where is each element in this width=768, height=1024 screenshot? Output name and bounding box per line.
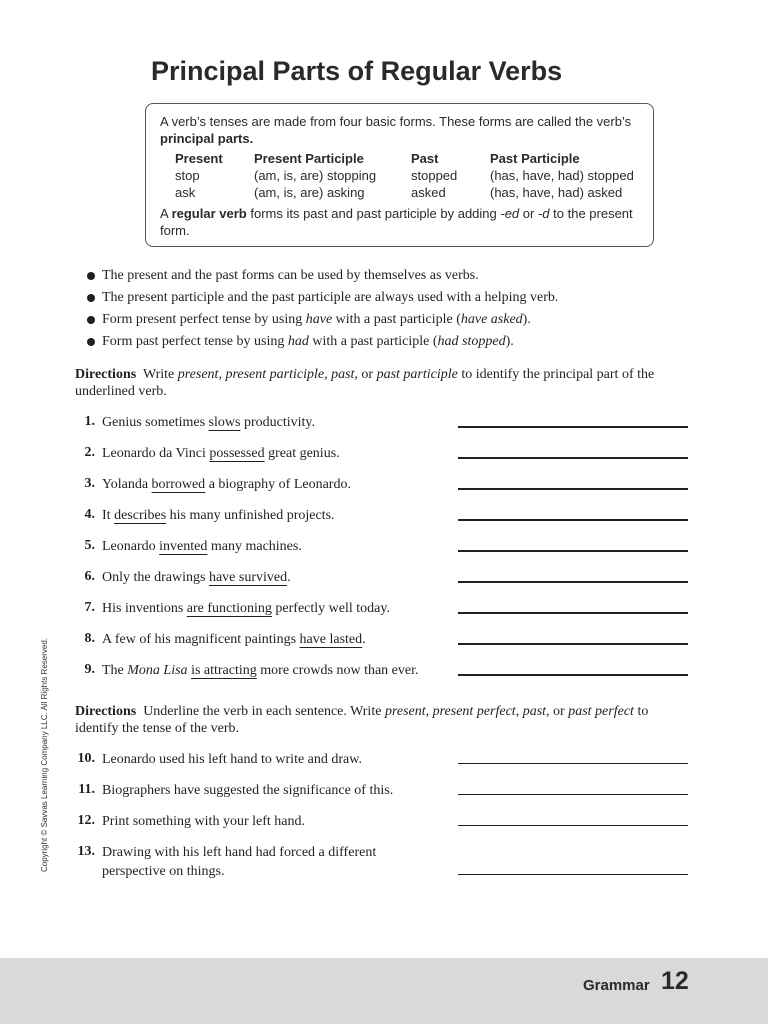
directions-italic: present, present perfect, past, bbox=[384, 704, 550, 719]
item-number: 11. bbox=[78, 782, 95, 797]
item-sentence-line-2: perspective on things. bbox=[102, 864, 225, 879]
table-cell: stop bbox=[175, 168, 200, 183]
exercise-item bbox=[75, 507, 695, 538]
underlined-verb: slows bbox=[208, 415, 241, 430]
item-number: 5. bbox=[84, 538, 95, 553]
footer-section-label: Grammar bbox=[583, 977, 650, 994]
sentence-text: . bbox=[287, 570, 291, 585]
exercise-item bbox=[75, 631, 695, 662]
list-item bbox=[86, 266, 706, 288]
exercise-item bbox=[75, 476, 695, 507]
sentence-text: perfectly well today. bbox=[271, 601, 390, 616]
bullet-list bbox=[86, 266, 706, 354]
exercise-item bbox=[75, 538, 695, 569]
item-sentence-line-1: Drawing with his left hand had forced a different bbox=[102, 845, 377, 860]
sentence-text: Genius sometimes bbox=[102, 415, 209, 430]
item-number: 7. bbox=[84, 600, 95, 615]
sentence-text: The bbox=[102, 663, 128, 678]
exercise-item bbox=[75, 569, 695, 600]
note-text: or bbox=[519, 206, 538, 221]
sentence-text: more crowds now than ever. bbox=[256, 663, 419, 678]
sentence-text: Yolanda bbox=[102, 477, 152, 492]
answer-line[interactable] bbox=[458, 457, 688, 459]
table-header-row bbox=[175, 150, 645, 167]
underlined-verb: have survived bbox=[208, 570, 288, 585]
item-number: 6. bbox=[84, 569, 95, 584]
item-sentence bbox=[102, 538, 302, 555]
bullet-italic: have bbox=[305, 312, 333, 327]
exercise-item bbox=[75, 414, 695, 445]
answer-line[interactable] bbox=[458, 794, 688, 795]
bullet-text: ). bbox=[505, 334, 514, 349]
underlined-verb: borrowed bbox=[151, 477, 206, 492]
bullet-icon bbox=[87, 272, 95, 280]
note-term: regular verb bbox=[171, 206, 247, 221]
answer-line[interactable] bbox=[458, 581, 688, 583]
note-suffix-d: -d bbox=[537, 206, 550, 221]
table-cell: asked bbox=[411, 185, 446, 200]
sentence-text: productivity. bbox=[240, 415, 315, 430]
table-cell: (has, have, had) stopped bbox=[490, 168, 634, 183]
item-sentence bbox=[102, 445, 340, 462]
note-suffix-ed: -ed bbox=[500, 206, 520, 221]
list-item bbox=[86, 288, 706, 310]
table-cell: ask bbox=[175, 185, 196, 200]
item-sentence bbox=[102, 507, 335, 524]
item-number: 4. bbox=[84, 507, 95, 522]
sentence-text: Leonardo bbox=[102, 539, 160, 554]
sentence-text: many machines. bbox=[207, 539, 302, 554]
bullet-text: The present participle and the past participle are always used with a helping verb. bbox=[102, 290, 559, 305]
underlined-verb: possessed bbox=[209, 446, 265, 461]
sentence-text: . bbox=[362, 632, 366, 647]
bullet-text: ). bbox=[522, 312, 531, 327]
answer-line[interactable] bbox=[458, 674, 688, 676]
table-cell: (am, is, are) asking bbox=[254, 185, 365, 200]
list-item bbox=[86, 310, 706, 332]
sentence-text: It bbox=[102, 508, 115, 523]
underlined-verb: are functioning bbox=[186, 601, 272, 616]
directions-text: Write bbox=[142, 367, 178, 382]
header-past-participle: Past Participle bbox=[490, 151, 580, 166]
answer-line[interactable] bbox=[458, 825, 688, 826]
bullet-text: with a past participle ( bbox=[332, 312, 461, 327]
sentence-text: Only the drawings bbox=[102, 570, 209, 585]
bullet-italic: have asked bbox=[460, 312, 523, 327]
exercise-item bbox=[75, 600, 695, 631]
table-cell: (am, is, are) stopping bbox=[254, 168, 377, 183]
item-number: 13. bbox=[77, 844, 95, 859]
answer-line[interactable] bbox=[458, 874, 688, 875]
sentence-text: a biography of Leonardo. bbox=[205, 477, 351, 492]
directions-text: or bbox=[357, 367, 377, 382]
answer-line[interactable] bbox=[458, 426, 688, 428]
exercise-item bbox=[75, 844, 695, 884]
directions-part-2 bbox=[75, 703, 690, 737]
bullet-italic: had bbox=[287, 334, 309, 349]
bullet-italic: had stopped bbox=[437, 334, 506, 349]
underlined-verb: describes bbox=[114, 508, 167, 523]
underlined-verb: invented bbox=[159, 539, 208, 554]
item-number: 9. bbox=[84, 662, 95, 677]
sentence-text: great genius. bbox=[264, 446, 340, 461]
directions-text: Underline the verb in each sentence. Write bbox=[143, 704, 385, 719]
directions-italic: past perfect bbox=[568, 704, 634, 719]
artwork-title: Mona Lisa bbox=[127, 663, 188, 678]
note-text: to the present form. bbox=[160, 206, 633, 238]
page-footer bbox=[0, 958, 768, 1024]
principal-parts-table bbox=[175, 150, 645, 201]
copyright-notice: Copyright © Savvas Learning Company LLC. All Rights Reserved. bbox=[40, 637, 49, 872]
header-present: Present bbox=[175, 151, 223, 166]
bullet-text: Form past perfect tense by using bbox=[102, 334, 288, 349]
item-sentence bbox=[102, 662, 419, 679]
sentence-text: Leonardo da Vinci bbox=[102, 446, 210, 461]
item-sentence: Biographers have suggested the significance of this. bbox=[102, 783, 394, 798]
bullet-icon bbox=[87, 338, 95, 346]
answer-line[interactable] bbox=[458, 488, 688, 490]
exercise-item bbox=[75, 813, 695, 844]
list-item bbox=[86, 332, 706, 354]
underlined-verb: is attracting bbox=[191, 663, 257, 678]
directions-text: or bbox=[549, 704, 569, 719]
rule-intro bbox=[160, 113, 644, 147]
sentence-text: A few of his magnificent paintings bbox=[102, 632, 300, 647]
item-sentence bbox=[102, 569, 291, 586]
bullet-text: The present and the past forms can be used by themselves as verbs. bbox=[102, 268, 479, 283]
answer-line[interactable] bbox=[458, 519, 688, 521]
sentence-text: his many unfinished projects. bbox=[166, 508, 335, 523]
directions-text: to identify the principal part of the underlined verb. bbox=[75, 367, 655, 399]
directions-italic: past participle bbox=[376, 367, 458, 382]
answer-line[interactable] bbox=[458, 550, 688, 552]
table-cell: stopped bbox=[411, 168, 458, 183]
item-number: 3. bbox=[84, 476, 95, 491]
directions-italic: present, present participle, past, bbox=[177, 367, 358, 382]
exercise-item bbox=[75, 662, 695, 693]
item-sentence: Leonardo used his left hand to write and draw. bbox=[102, 752, 362, 767]
table-row bbox=[175, 167, 645, 184]
item-number: 2. bbox=[84, 445, 95, 460]
regular-verb-note bbox=[160, 205, 644, 239]
directions-label: Directions bbox=[75, 704, 137, 719]
page-number: 12 bbox=[661, 967, 689, 995]
item-number: 10. bbox=[77, 751, 95, 766]
rule-box bbox=[145, 103, 654, 247]
exercise-item bbox=[75, 751, 695, 782]
bullet-text: with a past participle ( bbox=[308, 334, 438, 349]
header-past: Past bbox=[411, 151, 439, 166]
item-sentence bbox=[102, 631, 366, 648]
exercise-item bbox=[75, 782, 695, 813]
sentence-text: His inventions bbox=[102, 601, 187, 616]
underlined-verb: have lasted bbox=[299, 632, 363, 647]
item-number: 12. bbox=[77, 813, 95, 828]
header-present-participle: Present Participle bbox=[254, 151, 364, 166]
directions-part-1 bbox=[75, 366, 690, 400]
directions-label: Directions bbox=[75, 367, 137, 382]
directions-text: to identify the tense of the verb. bbox=[75, 704, 649, 736]
bullet-icon bbox=[87, 316, 95, 324]
item-number: 8. bbox=[84, 631, 95, 646]
item-sentence bbox=[102, 476, 351, 493]
rule-intro-term: principal parts. bbox=[160, 131, 254, 146]
table-cell: (has, have, had) asked bbox=[490, 185, 623, 200]
note-text: A bbox=[160, 206, 172, 221]
answer-line[interactable] bbox=[458, 643, 688, 645]
item-sentence bbox=[102, 600, 390, 617]
answer-line[interactable] bbox=[458, 763, 688, 764]
bullet-text: Form present perfect tense by using bbox=[102, 312, 306, 327]
bullet-icon bbox=[87, 294, 95, 302]
rule-intro-text: A verb’s tenses are made from four basic forms. These forms are called the verb’s bbox=[160, 114, 632, 129]
table-row bbox=[175, 184, 645, 201]
page-title: Principal Parts of Regular Verbs bbox=[151, 56, 563, 86]
exercise-item bbox=[75, 445, 695, 476]
answer-line[interactable] bbox=[458, 612, 688, 614]
item-sentence: Print something with your left hand. bbox=[102, 814, 305, 829]
item-sentence bbox=[102, 414, 315, 431]
item-number: 1. bbox=[84, 414, 95, 429]
note-text: forms its past and past participle by adding bbox=[246, 206, 501, 221]
